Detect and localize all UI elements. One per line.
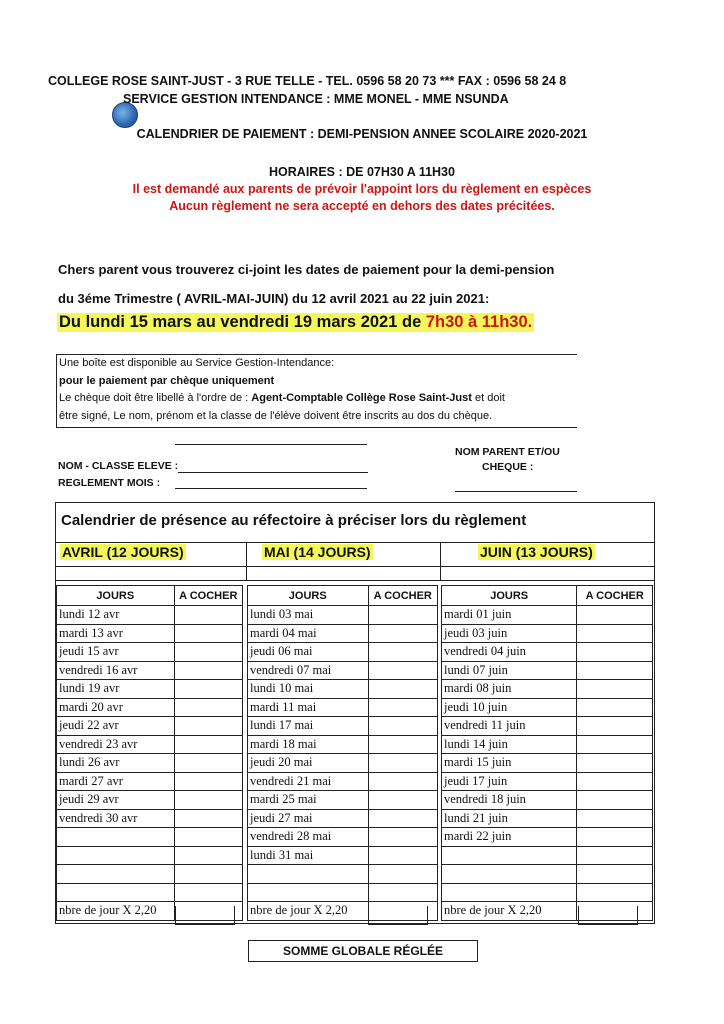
day-cell: mardi 13 avr bbox=[57, 624, 175, 643]
check-cell[interactable] bbox=[368, 791, 438, 810]
table-row bbox=[57, 698, 243, 717]
day-cell: lundi 14 juin bbox=[442, 735, 577, 754]
table-row bbox=[248, 735, 438, 754]
page-title: CALENDRIER DE PAIEMENT : DEMI-PENSION ANNEE SCOLAIRE 2020-2021 bbox=[136, 127, 588, 141]
day-cell: vendredi 11 juin bbox=[442, 717, 577, 736]
table-row bbox=[248, 865, 438, 884]
table-row bbox=[57, 828, 243, 847]
day-cell: vendredi 18 juin bbox=[442, 791, 577, 810]
day-cell: mardi 15 juin bbox=[442, 754, 577, 773]
check-cell[interactable] bbox=[368, 865, 438, 884]
check-cell[interactable] bbox=[577, 698, 653, 717]
check-cell[interactable] bbox=[174, 661, 242, 680]
check-cell[interactable] bbox=[577, 809, 653, 828]
june-total-box[interactable] bbox=[578, 906, 638, 925]
check-cell[interactable] bbox=[577, 606, 653, 625]
calendar-title: Calendrier de présence au réfectoire à préciser lors du règlement bbox=[61, 512, 527, 529]
header-contact-line: COLLEGE ROSE SAINT-JUST - 3 RUE TELLE - TEL. 0596 58 20 73 *** FAX : 0596 58 24 8 bbox=[48, 74, 567, 88]
check-cell[interactable] bbox=[577, 846, 653, 865]
check-cell[interactable] bbox=[368, 883, 438, 902]
payment-month-field[interactable] bbox=[175, 488, 367, 489]
form-top-line bbox=[175, 444, 367, 445]
day-cell: lundi 21 juin bbox=[442, 809, 577, 828]
check-cell[interactable] bbox=[174, 828, 242, 847]
day-cell: vendredi 04 juin bbox=[442, 643, 577, 662]
table-row bbox=[442, 828, 653, 847]
check-cell[interactable] bbox=[174, 809, 242, 828]
check-cell[interactable] bbox=[174, 624, 242, 643]
table-row bbox=[57, 772, 243, 791]
check-cell[interactable] bbox=[368, 772, 438, 791]
table-row bbox=[442, 846, 653, 865]
month-april-header: AVRIL (12 JOURS) bbox=[62, 544, 184, 560]
table-row bbox=[442, 754, 653, 773]
month-june-header: JUIN (13 JOURS) bbox=[480, 544, 593, 560]
day-cell: vendredi 30 avr bbox=[57, 809, 175, 828]
jours-header: JOURS bbox=[442, 586, 577, 606]
payment-dates-highlight bbox=[57, 313, 534, 332]
day-cell: mardi 20 avr bbox=[57, 698, 175, 717]
day-cell: jeudi 20 mai bbox=[248, 754, 369, 773]
day-cell: mardi 04 mai bbox=[248, 624, 369, 643]
day-cell bbox=[442, 846, 577, 865]
table-row bbox=[442, 883, 653, 902]
month-may-header: MAI (14 JOURS) bbox=[264, 544, 371, 560]
info-line-3 bbox=[57, 390, 577, 408]
check-cell[interactable] bbox=[577, 661, 653, 680]
table-row bbox=[248, 772, 438, 791]
day-cell: vendredi 23 avr bbox=[57, 735, 175, 754]
check-cell[interactable] bbox=[368, 680, 438, 699]
table-row bbox=[57, 809, 243, 828]
check-cell[interactable] bbox=[174, 735, 242, 754]
jours-header: JOURS bbox=[57, 586, 175, 606]
day-cell: vendredi 28 mai bbox=[248, 828, 369, 847]
table-row bbox=[248, 606, 438, 625]
table-row bbox=[248, 828, 438, 847]
table-row bbox=[57, 883, 243, 902]
day-cell: jeudi 29 avr bbox=[57, 791, 175, 810]
table-row bbox=[248, 680, 438, 699]
check-cell[interactable] bbox=[577, 624, 653, 643]
day-cell: lundi 03 mai bbox=[248, 606, 369, 625]
table-row bbox=[442, 772, 653, 791]
check-cell[interactable] bbox=[577, 865, 653, 884]
info-line-3-start: Le chèque doit être libellé à l'ordre de : bbox=[59, 392, 252, 404]
day-cell bbox=[57, 828, 175, 847]
cheque-info-box bbox=[56, 354, 577, 428]
day-cell: jeudi 03 juin bbox=[442, 624, 577, 643]
table-row bbox=[248, 883, 438, 902]
day-cell bbox=[57, 865, 175, 884]
day-cell: vendredi 21 mai bbox=[248, 772, 369, 791]
day-count-label: nbre de jour X 2,20 bbox=[442, 902, 577, 921]
check-cell[interactable] bbox=[174, 754, 242, 773]
table-row bbox=[57, 735, 243, 754]
day-cell: mardi 08 juin bbox=[442, 680, 577, 699]
payment-month-label: REGLEMENT MOIS : bbox=[58, 477, 161, 489]
check-cell[interactable] bbox=[577, 643, 653, 662]
table-row bbox=[442, 606, 653, 625]
table-row bbox=[248, 809, 438, 828]
check-cell[interactable] bbox=[368, 754, 438, 773]
check-cell[interactable] bbox=[368, 846, 438, 865]
info-line-2: pour le paiement par chèque uniquement bbox=[59, 374, 275, 387]
table-row bbox=[57, 624, 243, 643]
table-row bbox=[442, 791, 653, 810]
check-cell[interactable] bbox=[174, 680, 242, 699]
cocher-header: A COCHER bbox=[577, 586, 653, 606]
check-cell[interactable] bbox=[174, 717, 242, 736]
month-band-bottom bbox=[55, 566, 654, 567]
may-total-box[interactable] bbox=[368, 906, 428, 925]
table-row bbox=[57, 643, 243, 662]
payment-dates-text: Du lundi 15 mars au vendredi 19 mars 2021 de bbox=[59, 313, 426, 331]
info-payee: Agent-Comptable Collège Rose Saint-Just bbox=[251, 392, 472, 404]
intro-line-1: Chers parent vous trouverez ci-joint les dates de paiement pour la demi-pension bbox=[58, 262, 555, 277]
day-cell: lundi 19 avr bbox=[57, 680, 175, 699]
check-cell[interactable] bbox=[174, 791, 242, 810]
day-cell: mardi 18 mai bbox=[248, 735, 369, 754]
check-cell[interactable] bbox=[174, 883, 242, 902]
table-row bbox=[57, 680, 243, 699]
check-cell[interactable] bbox=[577, 717, 653, 736]
day-count-label: nbre de jour X 2,20 bbox=[57, 902, 175, 921]
day-cell bbox=[248, 865, 369, 884]
check-cell[interactable] bbox=[368, 717, 438, 736]
table-row bbox=[248, 624, 438, 643]
day-cell: lundi 12 avr bbox=[57, 606, 175, 625]
day-cell: jeudi 17 juin bbox=[442, 772, 577, 791]
day-cell: lundi 31 mai bbox=[248, 846, 369, 865]
table-row bbox=[248, 846, 438, 865]
check-cell[interactable] bbox=[174, 865, 242, 884]
jours-header: JOURS bbox=[248, 586, 369, 606]
april-table bbox=[56, 585, 243, 921]
check-cell[interactable] bbox=[174, 606, 242, 625]
day-cell: lundi 07 juin bbox=[442, 661, 577, 680]
check-cell[interactable] bbox=[368, 643, 438, 662]
day-cell: jeudi 27 mai bbox=[248, 809, 369, 828]
day-cell bbox=[442, 883, 577, 902]
header-service-line: SERVICE GESTION INTENDANCE : MME MONEL - MME NSUNDA bbox=[123, 92, 509, 106]
table-row bbox=[57, 754, 243, 773]
check-cell[interactable] bbox=[577, 883, 653, 902]
day-cell: vendredi 07 mai bbox=[248, 661, 369, 680]
check-cell[interactable] bbox=[577, 754, 653, 773]
table-row bbox=[248, 643, 438, 662]
warning-line-1: Il est demandé aux parents de prévoir l'appoint lors du règlement en espèces bbox=[132, 182, 592, 196]
check-cell[interactable] bbox=[368, 809, 438, 828]
table-row bbox=[442, 698, 653, 717]
table-row bbox=[57, 865, 243, 884]
day-cell bbox=[57, 846, 175, 865]
table-row bbox=[248, 754, 438, 773]
month-band-bottom-2 bbox=[55, 580, 654, 581]
table-row bbox=[57, 846, 243, 865]
table-row bbox=[442, 865, 653, 884]
table-row bbox=[442, 717, 653, 736]
day-cell bbox=[442, 865, 577, 884]
april-total-box[interactable] bbox=[175, 906, 235, 925]
table-row bbox=[442, 735, 653, 754]
table-row bbox=[442, 643, 653, 662]
table-row bbox=[248, 698, 438, 717]
table-row bbox=[57, 606, 243, 625]
table-row bbox=[248, 791, 438, 810]
check-cell[interactable] bbox=[577, 791, 653, 810]
table-row bbox=[57, 661, 243, 680]
table-row bbox=[57, 717, 243, 736]
day-cell: jeudi 15 avr bbox=[57, 643, 175, 662]
grand-total-box[interactable] bbox=[248, 940, 478, 962]
month-divider-2 bbox=[440, 542, 441, 580]
table-row bbox=[442, 809, 653, 828]
check-cell[interactable] bbox=[368, 735, 438, 754]
month-divider-1 bbox=[246, 542, 247, 580]
day-cell: mardi 25 mai bbox=[248, 791, 369, 810]
table-row bbox=[442, 680, 653, 699]
parent-name-label: NOM PARENT ET/OU bbox=[455, 446, 560, 458]
info-line-4: être signé, Le nom, prénom et la classe de l'élève doivent être inscrits au dos du chèque. bbox=[59, 409, 493, 422]
table-row bbox=[442, 661, 653, 680]
day-cell: mardi 01 juin bbox=[442, 606, 577, 625]
check-cell[interactable] bbox=[174, 643, 242, 662]
day-cell: jeudi 06 mai bbox=[248, 643, 369, 662]
day-cell: mardi 11 mai bbox=[248, 698, 369, 717]
cheque-label: CHEQUE : bbox=[482, 461, 534, 473]
parent-name-field[interactable] bbox=[455, 491, 577, 492]
payment-hours-text: 7h30 à 11h30. bbox=[425, 313, 533, 331]
check-cell[interactable] bbox=[368, 828, 438, 847]
cocher-header: A COCHER bbox=[174, 586, 242, 606]
table-row bbox=[248, 661, 438, 680]
info-line-1: Une boîte est disponible au Service Gestion-Intendance: bbox=[59, 357, 335, 369]
day-cell: lundi 17 mai bbox=[248, 717, 369, 736]
hours-line: HORAIRES : DE 07H30 A 11H30 bbox=[269, 165, 455, 179]
check-cell[interactable] bbox=[368, 698, 438, 717]
student-name-label: NOM - CLASSE ELEVE : bbox=[58, 460, 179, 472]
day-cell bbox=[57, 883, 175, 902]
table-row bbox=[442, 624, 653, 643]
day-cell: jeudi 22 avr bbox=[57, 717, 175, 736]
table-row bbox=[248, 717, 438, 736]
info-line-3-end: et doit bbox=[471, 392, 505, 404]
grand-total-label: SOMME GLOBALE RÉGLÉE bbox=[282, 944, 443, 958]
day-cell bbox=[248, 883, 369, 902]
table-row bbox=[57, 791, 243, 810]
month-band-top bbox=[55, 542, 654, 543]
day-cell: mardi 22 juin bbox=[442, 828, 577, 847]
june-table bbox=[441, 585, 653, 921]
check-cell[interactable] bbox=[174, 772, 242, 791]
student-name-field[interactable] bbox=[178, 472, 368, 473]
day-cell: lundi 26 avr bbox=[57, 754, 175, 773]
check-cell[interactable] bbox=[577, 828, 653, 847]
check-cell[interactable] bbox=[368, 624, 438, 643]
check-cell[interactable] bbox=[577, 735, 653, 754]
warning-line-2: Aucun règlement ne sera accepté en dehors des dates précitées. bbox=[169, 199, 555, 213]
check-cell[interactable] bbox=[577, 772, 653, 791]
check-cell[interactable] bbox=[368, 661, 438, 680]
check-cell[interactable] bbox=[174, 846, 242, 865]
day-count-label: nbre de jour X 2,20 bbox=[248, 902, 369, 921]
cocher-header: A COCHER bbox=[368, 586, 438, 606]
intro-line-2: du 3éme Trimestre ( AVRIL-MAI-JUIN) du 12 avril 2021 au 22 juin 2021: bbox=[58, 291, 490, 306]
day-cell: mardi 27 avr bbox=[57, 772, 175, 791]
may-table bbox=[247, 585, 438, 921]
check-cell[interactable] bbox=[577, 680, 653, 699]
day-cell: jeudi 10 juin bbox=[442, 698, 577, 717]
check-cell[interactable] bbox=[368, 606, 438, 625]
day-cell: vendredi 16 avr bbox=[57, 661, 175, 680]
check-cell[interactable] bbox=[174, 698, 242, 717]
day-cell: lundi 10 mai bbox=[248, 680, 369, 699]
